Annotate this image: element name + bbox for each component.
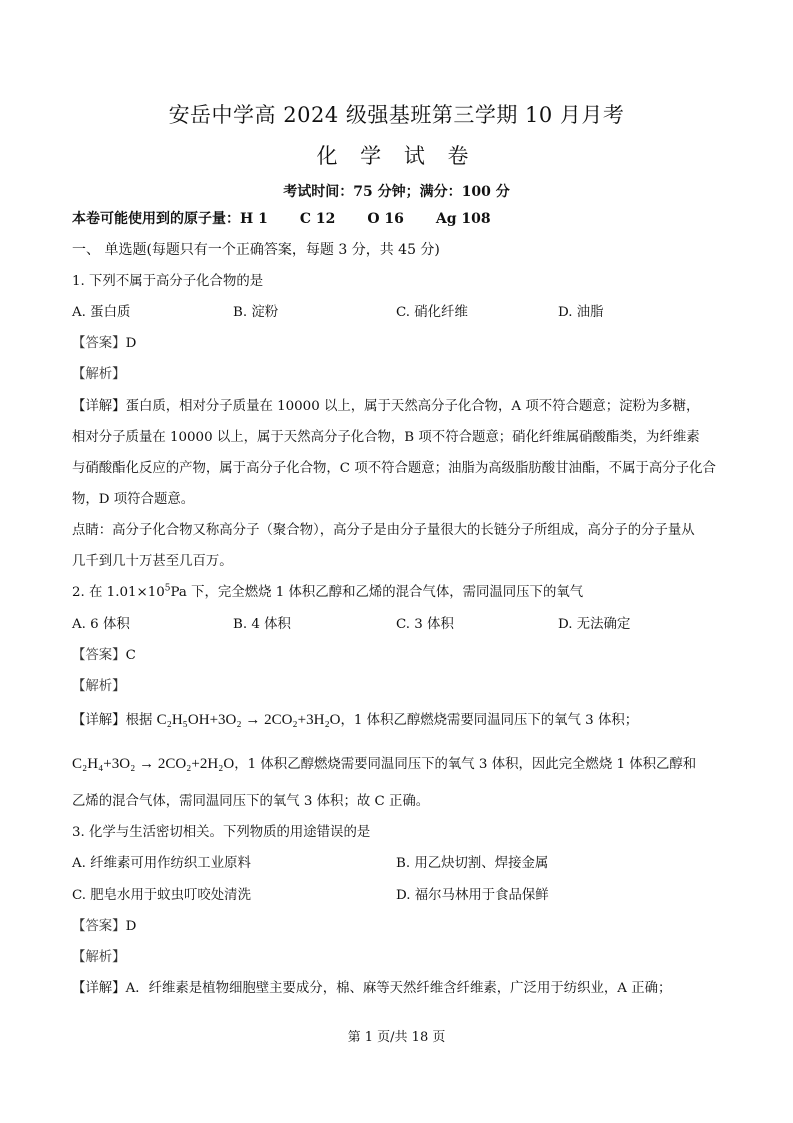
q2-option-b: B. 4 体积	[233, 617, 291, 632]
detail-label: 【详解】	[72, 713, 126, 728]
q3-analysis-label: 【解析】	[72, 950, 126, 965]
q1-answer-value: D	[125, 336, 137, 351]
q2-detail-text-c: ，1 体积乙醇燃烧需要同温同压下的氧气 3 体积，因此完全燃烧 1 体积乙醇和	[234, 757, 697, 772]
document-title: 安岳中学高 2024 级强基班第三学期 10 月月考	[168, 103, 625, 127]
section-title: 一、 单选题(每题只有一个正确答案，每题 3 分，共 45 分)	[72, 242, 440, 258]
q2-detail-text-a: 根据	[125, 713, 153, 728]
atomic-mass-ag: Ag 108	[435, 211, 491, 227]
answer-label: 【答案】	[72, 919, 126, 934]
q1-detail-line-3: 与硝酸酯化反应的产物，属于高分子化合物，C 项不符合题意；油脂为高级脂肪酸甘油酯，不属于高分子化合	[72, 461, 716, 476]
q1-option-b: B. 淀粉	[233, 305, 279, 320]
detail-label: 【详解】	[72, 399, 126, 414]
atomic-mass-o: O 16	[367, 211, 404, 227]
q1-option-d: D. 油脂	[558, 305, 604, 320]
q1-note-line-1: 点睛：高分子化合物又称高分子（聚合物），高分子是由分子量很大的长链分子所组成，高分子的分子量从	[72, 523, 695, 538]
q1-option-c: C. 硝化纤维	[396, 305, 468, 320]
q3-detail-line-1	[72, 982, 671, 995]
q2-detail-text-b: ，1 体积乙醇燃烧需要同温同压下的氧气 3 体积；	[340, 713, 639, 728]
q2-equation-ethylene: C₂H₄+3O₂ → 2CO₂+2H₂O	[72, 756, 235, 772]
q2-stem-exponent: 5	[164, 583, 171, 594]
atomic-mass-c: C 12	[299, 211, 336, 227]
q3-option-c: C. 肥皂水用于蚊虫叮咬处清洗	[72, 888, 251, 903]
q1-option-a: A. 蛋白质	[72, 305, 131, 320]
answer-label: 【答案】	[72, 648, 126, 663]
q2-option-d: D. 无法确定	[558, 617, 631, 632]
q3-option-d: D. 福尔马林用于食品保鲜	[396, 888, 549, 903]
atomic-masses-prefix: 本卷可能使用到的原子量：	[72, 211, 240, 227]
q1-detail-line-1	[72, 400, 699, 413]
atomic-masses-line	[72, 212, 491, 226]
detail-label: 【详解】	[72, 981, 126, 996]
answer-label: 【答案】	[72, 336, 126, 351]
q2-stem	[72, 583, 584, 600]
q2-answer	[72, 649, 136, 662]
q2-option-a: A. 6 体积	[72, 617, 130, 632]
q1-detail-line-4: 物，D 项符合题意。	[72, 492, 195, 507]
q1-analysis-label: 【解析】	[72, 367, 126, 382]
q3-detail-text: A．纤维素是植物细胞壁主要成分，棉、麻等天然纤维含纤维素，广泛用于纺织业，A 正确；	[125, 981, 672, 996]
q3-answer	[72, 920, 136, 933]
q3-option-a: A. 纤维素可用作纺织工业原料	[72, 856, 251, 871]
q2-analysis-label: 【解析】	[72, 679, 126, 694]
q2-answer-value: C	[125, 648, 136, 663]
q2-option-c: C. 3 体积	[396, 617, 454, 632]
q3-answer-value: D	[125, 919, 137, 934]
page-footer: 第 1 页/共 18 页	[347, 1030, 446, 1045]
atomic-mass-h: H 1	[240, 211, 268, 227]
q2-stem-part-b: Pa 下，完全燃烧 1 体积乙醇和乙烯的混合气体，需同温同压下的氧气	[170, 585, 584, 600]
q3-option-b: B. 用乙炔切割、焊接金属	[396, 856, 549, 871]
q2-detail-line-1	[72, 713, 638, 728]
q1-stem: 1. 下列不属于高分子化合物的是	[72, 274, 264, 289]
q1-detail-line-2: 相对分子质量在 10000 以上，属于天然高分子化合物，B 项不符合题意；硝化纤维属硝酸酯类，为纤维素	[72, 430, 700, 445]
q2-stem-part-a: 2. 在 1.01×10	[72, 585, 165, 600]
q2-equation-ethanol: C₂H₅OH+3O₂ → 2CO₂+3H₂O	[156, 712, 341, 728]
document-subtitle: 化 学 试 卷	[316, 144, 477, 168]
q2-detail-line-3: 乙烯的混合气体，需同温同压下的氧气 3 体积；故 C 正确。	[72, 794, 430, 809]
exam-info: 考试时间：75 分钟；满分：100 分	[283, 184, 510, 200]
q1-note-line-2: 几千到几十万甚至几百万。	[72, 554, 233, 569]
q3-stem: 3. 化学与生活密切相关。下列物质的用途错误的是	[72, 825, 371, 840]
q1-answer	[72, 337, 136, 350]
q1-detail-text-1: 蛋白质，相对分子质量在 10000 以上，属于天然高分子化合物，A 项不符合题意；淀粉为多糖，	[125, 399, 700, 414]
q2-detail-line-2	[72, 757, 696, 772]
